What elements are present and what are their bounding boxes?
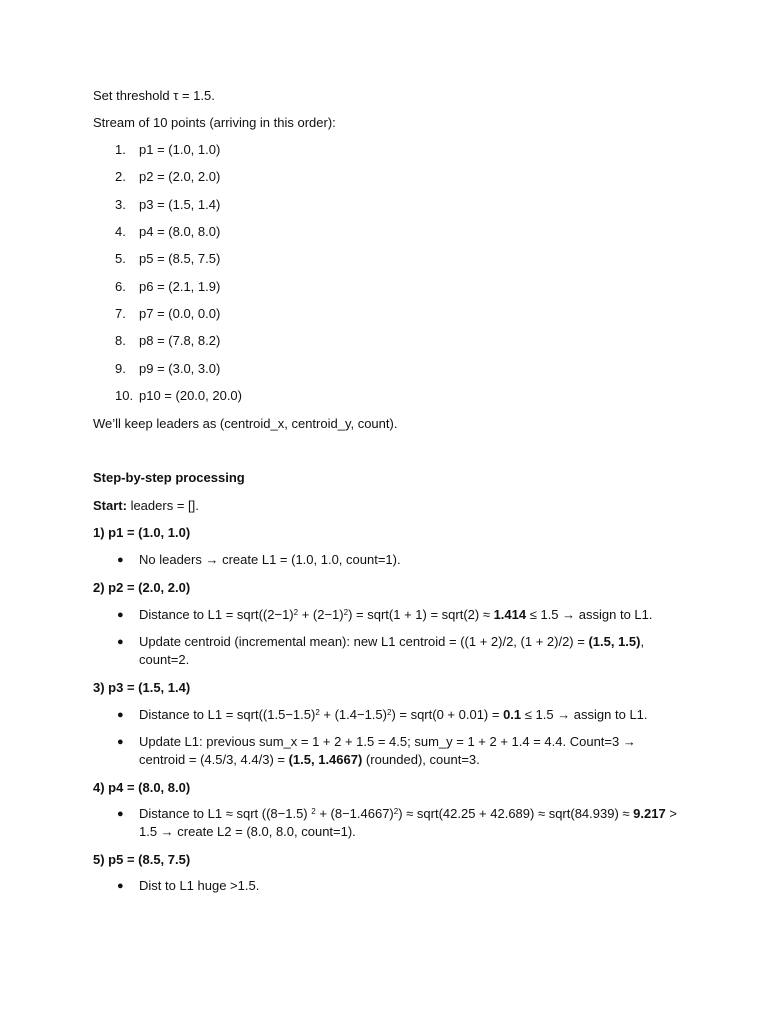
list-number: 2. <box>115 169 126 184</box>
list-item-text: p6 = (2.1, 1.9) <box>139 279 221 294</box>
threshold-text: Set threshold τ = 1.5. <box>93 88 215 103</box>
list-number: 10. <box>115 388 134 403</box>
step-1-bullet-1: No leaders → create L1 = (1.0, 1.0, count=1). <box>139 552 401 567</box>
step-2-heading: 2) p2 = (2.0, 2.0) <box>93 580 191 595</box>
list-item-text: p10 = (20.0, 20.0) <box>139 388 242 403</box>
list-item-text: p3 = (1.5, 1.4) <box>139 197 221 212</box>
step-4-bullet-1: Distance to L1 ≈ sqrt ((8−1.5) $^2 + (8-1.4667)^2$) ≈ sqrt(42.25 + 42.689) ≈ sqrt(84.939) ≈ 9.217 > 1.5 → create L2 = (8.0, 8.0, count=1). <box>139 806 677 839</box>
start-label: Start: <box>93 498 127 513</box>
bullet-icon: ● <box>117 736 124 748</box>
list-number: 1. <box>115 142 126 157</box>
list-number: 9. <box>115 361 126 376</box>
list-number: 7. <box>115 306 126 321</box>
bullet-icon: ● <box>117 808 124 820</box>
list-number: 4. <box>115 224 126 239</box>
bullet-icon: ● <box>117 880 124 892</box>
list-item-text: p4 = (8.0, 8.0) <box>139 224 221 239</box>
step-2-bullet-1: Distance to $L1 = sqrt((2-1)^2 + (2-1)^2)$ = sqrt(1 + 1) = sqrt(2) ≈ 1.414 ≤ 1.5 → assign to L1. <box>139 607 653 622</box>
leaders-note: We’ll keep leaders as (centroid_x, centroid_y, count). <box>93 416 398 431</box>
step-3-bullet-2: Update L1: previous sum_x = 1 + 2 + 1.5 = 4.5; sum_y = 1 + 2 + 1.4 = 4.4. Count=3 → centroid = (4.5/3, 4.4/3) = (1.5, 1.4667) (rounded), count=3. <box>139 734 636 767</box>
step-5-heading: 5) p5 = (8.5, 7.5) <box>93 852 191 867</box>
list-number: 8. <box>115 333 126 348</box>
list-item-text: p8 = (7.8, 8.2) <box>139 333 221 348</box>
bullet-icon: ● <box>117 554 124 566</box>
stream-title: Stream of 10 points (arriving in this order): <box>93 115 336 130</box>
bullet-icon: ● <box>117 709 124 721</box>
step-3-heading: 3) p3 = (1.5, 1.4) <box>93 680 191 695</box>
list-number: 3. <box>115 197 126 212</box>
list-number: 6. <box>115 279 126 294</box>
step-2-bullet-2: Update centroid (incremental mean): new L1 centroid = ((1 + 2)/2, (1 + 2)/2) = (1.5, 1.5), count=2. <box>139 634 645 667</box>
bullet-icon: ● <box>117 636 124 648</box>
list-item-text: p7 = (0.0, 0.0) <box>139 306 221 321</box>
list-number: 5. <box>115 251 126 266</box>
list-item-text: p5 = (8.5, 7.5) <box>139 251 221 266</box>
start-line <box>93 497 199 515</box>
step-5-bullet-1: Dist to L1 huge >1.5. <box>139 878 260 893</box>
steps-heading: Step-by-step processing <box>93 470 245 485</box>
list-item-text: p1 = (1.0, 1.0) <box>139 142 221 157</box>
start-text: leaders = []. <box>126 498 199 513</box>
step-3-bullet-1: Distance to $L1 = sqrt((1.5-1.5)^2 + (1.4-1.5)^2)$ = sqrt(0 + 0.01) = 0.1 ≤ 1.5 → assign to L1. <box>139 707 648 722</box>
list-item-text: p9 = (3.0, 3.0) <box>139 361 221 376</box>
list-item-text: p2 = (2.0, 2.0) <box>139 169 221 184</box>
step-4-heading: 4) p4 = (8.0, 8.0) <box>93 780 191 795</box>
step-1-heading: 1) p1 = (1.0, 1.0) <box>93 525 191 540</box>
bullet-icon: ● <box>117 609 124 621</box>
